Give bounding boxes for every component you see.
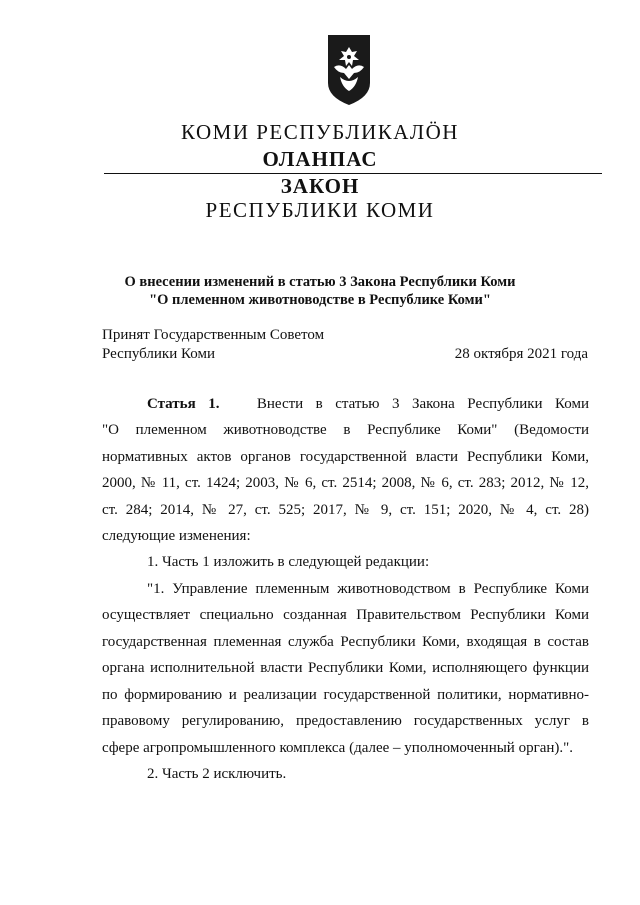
article-1-text: Внести в статью 3 Закона Республики Коми [256,396,590,412]
law-title-line-2: "О племенном животноводстве в Республике Коми" [149,292,491,308]
item-1: 1. Часть 1 изложить в следующей редакции: [147,554,430,570]
quote-line: осуществляет специально созданная Правительством Республики Коми [102,607,589,623]
article-1-line: "О племенном животноводстве в Республике Коми" (Ведомости [102,422,589,438]
quote-line: органа исполнительной власти Республики Коми, исполняющего функции [102,660,589,676]
komi-coat-of-arms-emblem [326,33,372,107]
quote-line: государственная племенная служба Республики Коми, входящая в состав [102,634,589,650]
article-1-label: Статья 1. [147,396,220,412]
header-zakon: ЗАКОН [280,174,360,198]
law-title-line-1: О внесении изменений в статью 3 Закона Республики Коми [124,274,516,290]
article-1-line [147,391,589,418]
quote-line: сфере агропромышленного комплекса (далее – уполномоченный орган).". [102,740,574,756]
article-1-line: нормативных актов органов государственной власти Республики Коми, [102,449,589,465]
item-2: 2. Часть 2 исключить. [147,766,287,782]
article-1-line: 2000, № 11, ст. 1424; 2003, № 6, ст. 2514; 2008, № 6, ст. 283; 2012, № 12, [102,475,589,491]
adoption-line-2: Республики Коми [102,346,215,362]
header-komi-line: КОМИ РЕСПУБЛИКАЛÖН [181,120,459,144]
article-1-line: ст. 284; 2014, № 27, ст. 525; 2017, № 9, ст. 151; 2020, № 4, ст. 28) [102,502,589,518]
quote-line: по формированию и реализации государственной политики, нормативно- [102,687,589,703]
adoption-date: 28 октября 2021 года [454,346,588,362]
quote-line: "1. Управление племенным животноводством в Республике Коми [147,581,589,597]
adoption-line-1: Принят Государственным Советом [102,327,325,343]
article-1-line: следующие изменения: [102,528,251,544]
header-respubliki-komi: РЕСПУБЛИКИ КОМИ [205,198,435,222]
quote-line: правовому регулированию, предоставлению государственных услуг в [102,713,589,729]
header-olanpas: ОЛАНПАС [262,147,378,171]
